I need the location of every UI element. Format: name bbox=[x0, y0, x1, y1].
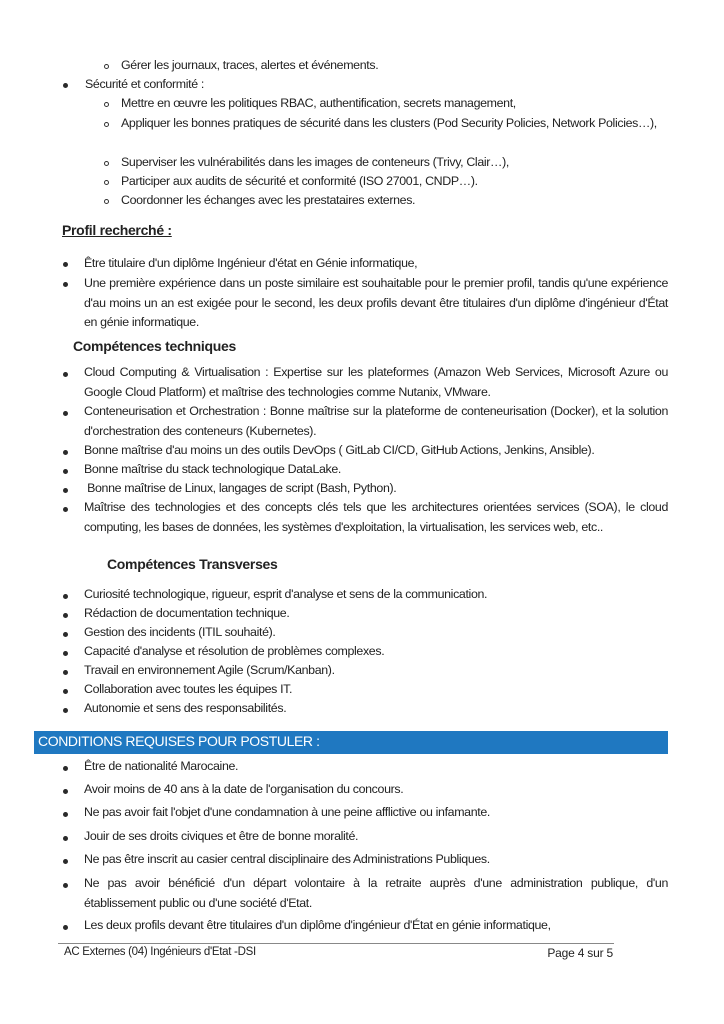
bullet-icon bbox=[63, 507, 68, 512]
bullet-icon bbox=[63, 812, 68, 817]
bullet-icon bbox=[63, 689, 68, 694]
bullet-icon bbox=[63, 488, 68, 493]
bullet-icon bbox=[63, 613, 68, 618]
list-item: Bonne maîtrise de Linux, langages de script (Bash, Python). bbox=[84, 481, 397, 495]
bullet-icon bbox=[63, 632, 68, 637]
list-item: Ne pas avoir bénéficié d'un départ volontaire à la retraite auprès d'une administration publique, d'un établissement public ou d'une société d'Etat. bbox=[84, 876, 668, 910]
footer-document-ref: AC Externes (04) Ingénieurs d'Etat -DSI bbox=[64, 946, 256, 958]
list-item: Gérer les journaux, traces, alertes et événements. bbox=[121, 58, 379, 72]
list-item: Ne pas être inscrit au casier central disciplinaire des Administrations Publiques. bbox=[84, 852, 490, 866]
list-item: Avoir moins de 40 ans à la date de l'organisation du concours. bbox=[84, 782, 404, 796]
bullet-icon bbox=[63, 651, 68, 656]
conditions-heading: CONDITIONS REQUISES POUR POSTULER : bbox=[38, 733, 320, 749]
bullet-icon bbox=[63, 450, 68, 455]
section-title-security: Sécurité et conformité : bbox=[85, 77, 205, 91]
list-item: Une première expérience dans un poste similaire est souhaitable pour le premier profil, tandis qu'une expérience d'au moins un an est exigée pour le second, les deux profils devant être titulaires d'un diplôme d'ingénieur d'État en génie informatique. bbox=[84, 276, 668, 329]
bullet-icon bbox=[63, 925, 68, 930]
sub-bullet-icon bbox=[104, 64, 109, 69]
soft-skills-heading: Compétences Transverses bbox=[107, 556, 278, 572]
profile-heading: Profil recherché : bbox=[62, 222, 172, 238]
list-item: Les deux profils devant être titulaires d'un diplôme d'ingénieur d'État en génie informatique, bbox=[84, 918, 551, 932]
bullet-icon bbox=[63, 262, 68, 267]
bullet-icon bbox=[63, 411, 68, 416]
list-item: Participer aux audits de sécurité et conformité (ISO 27001, CNDP…). bbox=[121, 174, 478, 188]
list-item: Bonne maîtrise du stack technologique DataLake. bbox=[84, 462, 342, 476]
list-item: Maîtrise des technologies et des concepts clés tels que les architectures orientées services (SOA), le cloud computing, les bases de données, les systèmes d'exploitation, la virtualisation, les services web, etc.. bbox=[84, 500, 668, 534]
bullet-icon bbox=[63, 594, 68, 599]
bullet-icon bbox=[63, 859, 68, 864]
list-item: Superviser les vulnérabilités dans les images de conteneurs (Trivy, Clair…), bbox=[121, 155, 509, 169]
list-item: Mettre en œuvre les politiques RBAC, authentification, secrets management, bbox=[121, 96, 516, 110]
bullet-icon bbox=[63, 836, 68, 841]
technical-skills-heading: Compétences techniques bbox=[73, 338, 236, 354]
list-item: Collaboration avec toutes les équipes IT. bbox=[84, 682, 293, 696]
bullet-icon bbox=[63, 789, 68, 794]
list-item: Capacité d'analyse et résolution de problèmes complexes. bbox=[84, 644, 385, 658]
list-item: Gestion des incidents (ITIL souhaité). bbox=[84, 625, 276, 639]
bullet-icon bbox=[63, 708, 68, 713]
list-item: Appliquer les bonnes pratiques de sécurité dans les clusters (Pod Security Policies, Network Policies…), bbox=[121, 116, 657, 130]
bullet-icon bbox=[63, 282, 68, 287]
bullet-icon bbox=[63, 372, 68, 377]
list-item: Coordonner les échanges avec les prestataires externes. bbox=[121, 193, 416, 207]
list-item: Jouir de ses droits civiques et être de bonne moralité. bbox=[84, 829, 359, 843]
list-item: Autonomie et sens des responsabilités. bbox=[84, 701, 287, 715]
footer-page-number: Page 4 sur 5 bbox=[547, 946, 613, 960]
list-item: Conteneurisation et Orchestration : Bonne maîtrise sur la plateforme de conteneurisation (Docker), et la solution d'orchestration des conteneurs (Kubernetes). bbox=[84, 404, 668, 438]
footer-divider bbox=[58, 943, 614, 944]
list-item: Travail en environnement Agile (Scrum/Kanban). bbox=[84, 663, 335, 677]
sub-bullet-icon bbox=[104, 161, 109, 166]
bullet-icon bbox=[63, 469, 68, 474]
sub-bullet-icon bbox=[104, 102, 109, 107]
list-item: Ne pas avoir fait l'objet d'une condamnation à une peine afflictive ou infamante. bbox=[84, 805, 490, 819]
bullet-icon bbox=[63, 83, 68, 88]
bullet-icon bbox=[63, 670, 68, 675]
bullet-icon bbox=[63, 766, 68, 771]
sub-bullet-icon bbox=[104, 199, 109, 204]
sub-bullet-icon bbox=[104, 122, 109, 127]
list-item: Cloud Computing & Virtualisation : Expertise sur les plateformes (Amazon Web Services, Microsoft Azure ou Google Cloud Platform) et maîtrise des technologies comme Nutanix, VMware. bbox=[84, 365, 668, 399]
sub-bullet-icon bbox=[104, 180, 109, 185]
list-item: Être de nationalité Marocaine. bbox=[84, 759, 239, 773]
list-item: Être titulaire d'un diplôme Ingénieur d'état en Génie informatique, bbox=[84, 256, 418, 270]
list-item: Curiosité technologique, rigueur, esprit d'analyse et sens de la communication. bbox=[84, 587, 488, 601]
bullet-icon bbox=[63, 883, 68, 888]
list-item: Bonne maîtrise d'au moins un des outils DevOps ( GitLab CI/CD, GitHub Actions, Jenkins, Ansible). bbox=[84, 443, 595, 457]
list-item: Rédaction de documentation technique. bbox=[84, 606, 290, 620]
